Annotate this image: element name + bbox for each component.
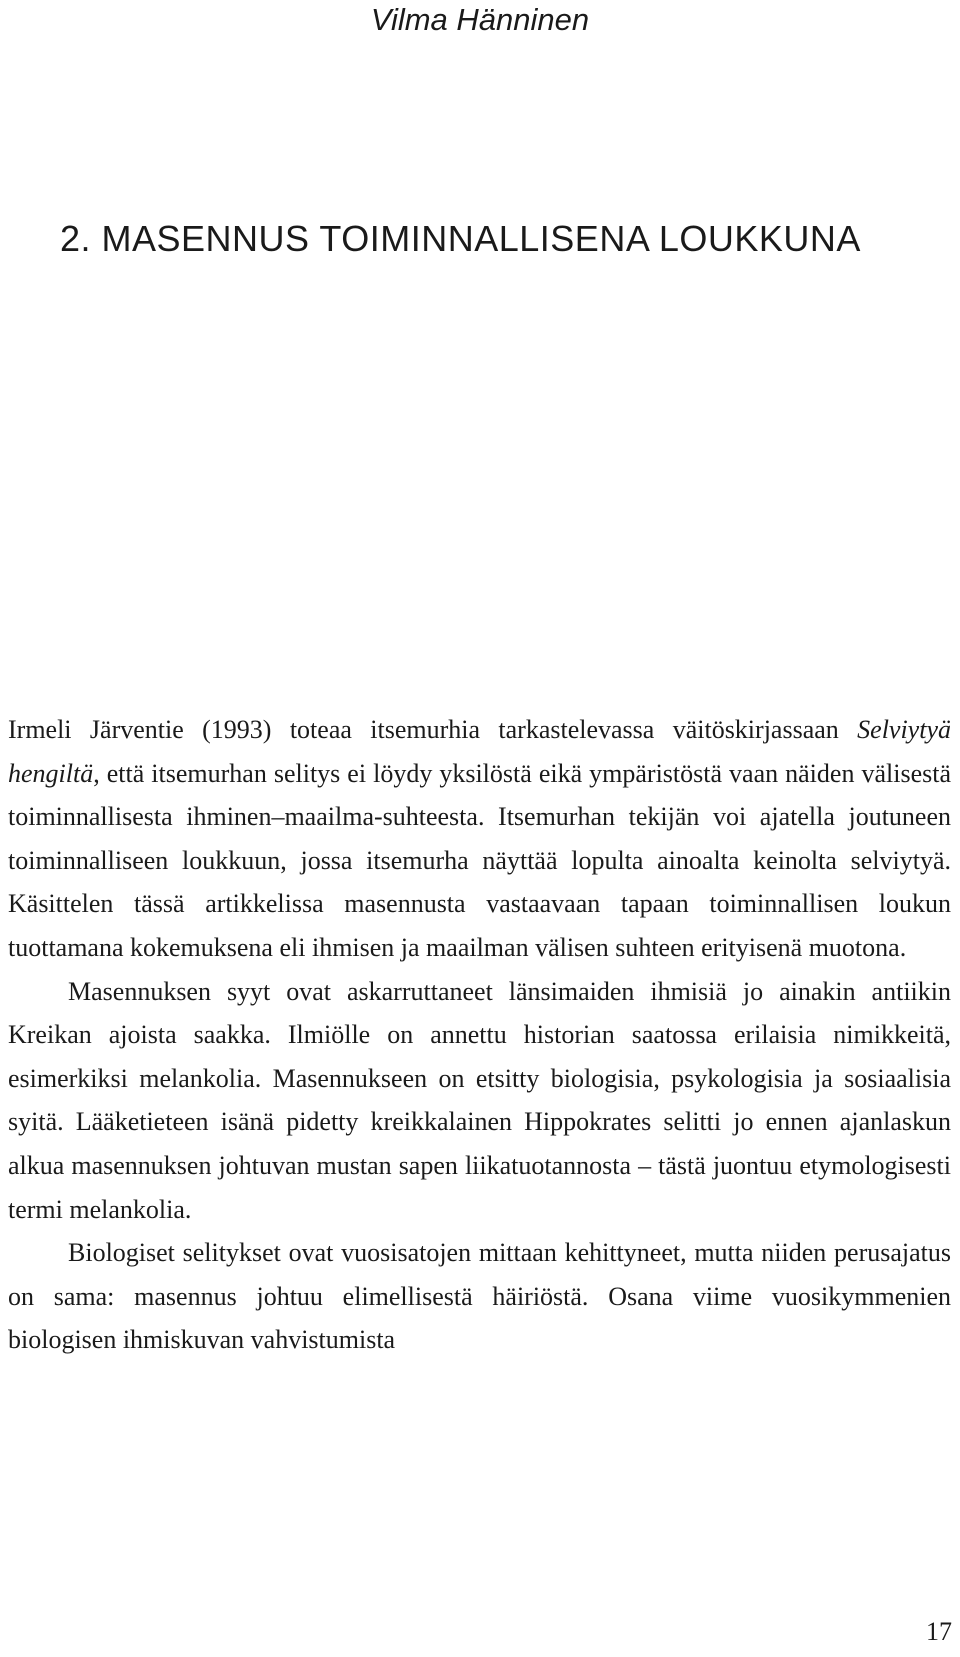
body-text	[8, 708, 951, 1362]
chapter-title: 2. MASENNUS TOIMINNALLISENA LOUKKUNA	[60, 218, 861, 259]
paragraph-3: Biologiset selitykset ovat vuosisatojen mittaan kehittyneet, mutta niiden perusajatus on sama: masennus johtuu elimellisestä häiriöstä. Osana viime vuosikymmenien biologisen ihmiskuvan vahvistumista	[8, 1238, 951, 1355]
page-number: 17	[926, 1617, 952, 1646]
paragraph-1-rest: , että itsemurhan selitys ei löydy yksilöstä eikä ympäristöstä vaan näiden välisestä toiminnallisesta ihminen–maailma-suhteesta. Itsemurhan tekijän voi ajatella joutuneen toiminnalliseen loukkuun, jossa itsemurha näyttää lopulta ainoalta keinolta selviytyä. Käsittelen tässä artikkelissa masennusta vastaavaan tapaan toiminnallisen loukun tuottamana kokemuksena eli ihmisen ja maailman välisen suhteen erityisenä muotona.	[8, 758, 951, 962]
paragraph-1	[8, 708, 951, 970]
book-title-italic: Selviytyä hengiltä	[8, 715, 951, 788]
paragraph-2: Masennuksen syyt ovat askarruttaneet länsimaiden ihmisiä jo ainakin antiikin Kreikan ajoista saakka. Ilmiölle on annettu historian saatossa erilaisia nimikkeitä, esimerkiksi melankolia. Masennukseen on etsitty biologisia, psykologisia ja sosiaalisia syitä. Lääketieteen isänä pidetty kreikkalainen Hippokrates selitti jo ennen ajanlaskun alkua masennuksen johtuvan mustan sapen liikatuotannosta – tästä juontuu etymologisesti termi melankolia.	[8, 976, 951, 1224]
running-head-author: Vilma Hänninen	[370, 2, 590, 37]
paragraph-1-start: Irmeli Järventie (1993) toteaa itsemurhia tarkastelevassa väitöskirjassaan	[8, 715, 858, 744]
